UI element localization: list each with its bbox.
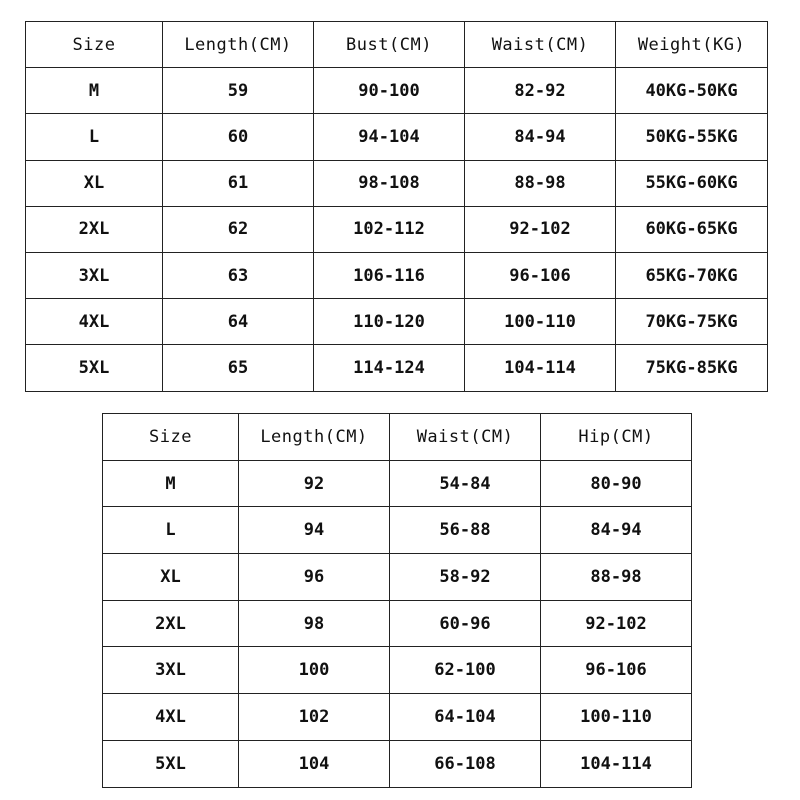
table-row bbox=[26, 299, 768, 345]
table-row bbox=[26, 160, 768, 206]
cell-bust: 98-108 bbox=[314, 160, 465, 206]
cell-size: 2XL bbox=[26, 206, 163, 252]
cell-waist: 88-98 bbox=[465, 160, 616, 206]
header-length: Length(CM) bbox=[163, 22, 314, 68]
cell-size: 5XL bbox=[26, 345, 163, 391]
table-header-row bbox=[26, 22, 768, 68]
cell-waist: 60-96 bbox=[390, 600, 541, 647]
cell-size: 2XL bbox=[103, 600, 239, 647]
cell-weight: 50KG-55KG bbox=[616, 114, 768, 160]
table-row bbox=[103, 740, 692, 787]
cell-weight: 65KG-70KG bbox=[616, 252, 768, 298]
header-waist: Waist(CM) bbox=[390, 414, 541, 461]
cell-length: 96 bbox=[239, 554, 390, 601]
header-hip: Hip(CM) bbox=[541, 414, 692, 461]
table-row bbox=[103, 554, 692, 601]
table-row bbox=[103, 694, 692, 741]
cell-waist: 64-104 bbox=[390, 694, 541, 741]
header-weight: Weight(KG) bbox=[616, 22, 768, 68]
cell-size: M bbox=[26, 68, 163, 114]
cell-size: 3XL bbox=[103, 647, 239, 694]
cell-weight: 55KG-60KG bbox=[616, 160, 768, 206]
cell-bust: 110-120 bbox=[314, 299, 465, 345]
cell-length: 62 bbox=[163, 206, 314, 252]
cell-length: 61 bbox=[163, 160, 314, 206]
table-row bbox=[103, 647, 692, 694]
cell-length: 100 bbox=[239, 647, 390, 694]
cell-hip: 80-90 bbox=[541, 460, 692, 507]
cell-waist: 84-94 bbox=[465, 114, 616, 160]
cell-hip: 84-94 bbox=[541, 507, 692, 554]
cell-waist: 92-102 bbox=[465, 206, 616, 252]
cell-size: 5XL bbox=[103, 740, 239, 787]
cell-length: 98 bbox=[239, 600, 390, 647]
cell-length: 65 bbox=[163, 345, 314, 391]
cell-length: 92 bbox=[239, 460, 390, 507]
cell-length: 59 bbox=[163, 68, 314, 114]
cell-hip: 100-110 bbox=[541, 694, 692, 741]
header-bust: Bust(CM) bbox=[314, 22, 465, 68]
cell-waist: 82-92 bbox=[465, 68, 616, 114]
cell-weight: 60KG-65KG bbox=[616, 206, 768, 252]
cell-size: XL bbox=[103, 554, 239, 601]
table-row bbox=[26, 345, 768, 391]
cell-waist: 62-100 bbox=[390, 647, 541, 694]
cell-bust: 106-116 bbox=[314, 252, 465, 298]
cell-size: 4XL bbox=[26, 299, 163, 345]
header-size: Size bbox=[26, 22, 163, 68]
header-size: Size bbox=[103, 414, 239, 461]
cell-waist: 100-110 bbox=[465, 299, 616, 345]
cell-weight: 70KG-75KG bbox=[616, 299, 768, 345]
cell-waist: 54-84 bbox=[390, 460, 541, 507]
cell-waist: 66-108 bbox=[390, 740, 541, 787]
header-length: Length(CM) bbox=[239, 414, 390, 461]
cell-hip: 92-102 bbox=[541, 600, 692, 647]
cell-bust: 90-100 bbox=[314, 68, 465, 114]
cell-bust: 114-124 bbox=[314, 345, 465, 391]
top-size-chart-table bbox=[25, 21, 768, 392]
cell-size: L bbox=[26, 114, 163, 160]
cell-waist: 56-88 bbox=[390, 507, 541, 554]
header-waist: Waist(CM) bbox=[465, 22, 616, 68]
bottom-size-chart-table bbox=[102, 413, 692, 788]
table-row bbox=[103, 600, 692, 647]
cell-hip: 96-106 bbox=[541, 647, 692, 694]
cell-bust: 102-112 bbox=[314, 206, 465, 252]
table-row bbox=[26, 252, 768, 298]
cell-size: 3XL bbox=[26, 252, 163, 298]
cell-bust: 94-104 bbox=[314, 114, 465, 160]
cell-hip: 88-98 bbox=[541, 554, 692, 601]
cell-length: 64 bbox=[163, 299, 314, 345]
cell-length: 102 bbox=[239, 694, 390, 741]
cell-waist: 96-106 bbox=[465, 252, 616, 298]
table-row bbox=[26, 206, 768, 252]
cell-length: 104 bbox=[239, 740, 390, 787]
cell-size: M bbox=[103, 460, 239, 507]
cell-length: 60 bbox=[163, 114, 314, 160]
cell-length: 94 bbox=[239, 507, 390, 554]
table-row bbox=[103, 460, 692, 507]
table-header-row bbox=[103, 414, 692, 461]
cell-size: L bbox=[103, 507, 239, 554]
cell-waist: 104-114 bbox=[465, 345, 616, 391]
table-row bbox=[26, 114, 768, 160]
cell-hip: 104-114 bbox=[541, 740, 692, 787]
table-row bbox=[103, 507, 692, 554]
cell-weight: 40KG-50KG bbox=[616, 68, 768, 114]
table-row bbox=[26, 68, 768, 114]
cell-length: 63 bbox=[163, 252, 314, 298]
cell-size: 4XL bbox=[103, 694, 239, 741]
cell-waist: 58-92 bbox=[390, 554, 541, 601]
cell-size: XL bbox=[26, 160, 163, 206]
cell-weight: 75KG-85KG bbox=[616, 345, 768, 391]
